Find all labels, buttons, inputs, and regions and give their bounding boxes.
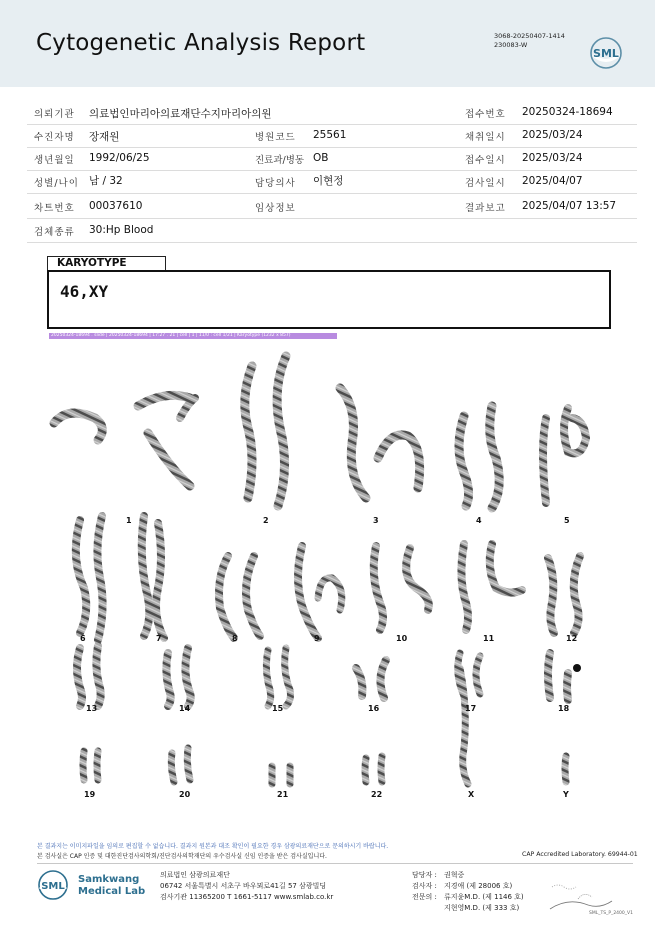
chromosome-17b <box>476 656 480 694</box>
chromosome-12a <box>548 558 554 633</box>
specimen-label: 검체종류 <box>34 227 75 238</box>
department-label: 진료과/병동 <box>255 155 305 166</box>
info-row-specimen <box>27 219 637 243</box>
chromosome-8a <box>219 556 234 638</box>
chromosome-3b <box>378 435 420 488</box>
info-row-chart <box>27 195 637 219</box>
chromosome-1a <box>54 413 102 440</box>
brand-line1: Samkwang <box>78 874 140 885</box>
chromosome-x <box>460 668 468 784</box>
institution-value: 의료법인마리아의료재단수지마리아의원 <box>89 108 272 120</box>
staff-manager-value: 권혁중 <box>444 871 465 879</box>
org-line1: 의료법인 삼광의료재단 <box>160 871 230 879</box>
clinical-label: 임상정보 <box>255 203 296 214</box>
accession-value: 20250324-18694 <box>522 106 613 118</box>
chromosome-7a <box>142 516 150 636</box>
chromosome-6a <box>76 520 86 633</box>
accession-label: 접수번호 <box>465 109 506 120</box>
chr-label-19: 19 <box>84 790 96 799</box>
chromosome-1a-arm <box>138 395 190 406</box>
specimen-value: 30:Hp Blood <box>89 224 154 236</box>
chromosome-13b <box>96 646 100 706</box>
chart-label: 차트번호 <box>34 203 75 214</box>
physician-label: 담당의사 <box>255 178 296 189</box>
report-id-line2: 230083-W <box>494 41 528 49</box>
chr-label-7: 7 <box>156 634 162 643</box>
chromosome-2a <box>245 366 252 498</box>
chr-label-9: 9 <box>314 634 320 643</box>
signature-image <box>548 879 618 915</box>
chr-label-12: 12 <box>566 634 578 643</box>
chromosome-2b <box>277 356 286 506</box>
sex-age-label: 성별/나이 <box>34 178 79 189</box>
chromosome-22b <box>381 756 382 782</box>
chr-label-y: Y <box>563 790 569 799</box>
chr-label-1: 1 <box>126 516 132 525</box>
staff-tester-value: 지경애 (제 28006 호) <box>444 882 513 890</box>
chromosome-9a <box>298 546 318 638</box>
form-code: SML_TS_P_2400_V1 <box>589 911 633 916</box>
notice-accreditation: 본 검사실은 CAP 인증 및 대한진단검사의학회/진단검사의학재단의 우수검사실 신임 인증을 받은 검사실입니다. <box>37 853 327 860</box>
chromosome-14a <box>166 653 170 706</box>
org-line2: 06742 서울특별시 서초구 바우뫼로41길 57 삼광빌딩 <box>160 882 327 890</box>
reported-value: 2025/04/07 13:57 <box>522 200 617 212</box>
chr-label-10: 10 <box>396 634 408 643</box>
karyotype-tab: KARYOTYPE <box>47 256 166 270</box>
brand-name <box>78 874 145 898</box>
report-title: Cytogenetic Analysis Report <box>36 30 366 56</box>
sex-age-value: 남 / 32 <box>89 175 123 187</box>
chr-label-21: 21 <box>277 790 289 799</box>
chromosome-3a <box>340 388 366 498</box>
chr-label-x: X <box>468 790 475 799</box>
chr-label-22: 22 <box>371 790 383 799</box>
chr-label-17: 17 <box>465 704 477 713</box>
institution-label: 의뢰기관 <box>34 109 75 120</box>
report-id <box>494 32 565 50</box>
cap-accreditation: CAP Accredited Laboratory. 69944-01 <box>522 851 638 858</box>
sml-footer-logo-icon <box>36 868 70 902</box>
chromosome-14b <box>185 648 190 706</box>
chr-label-2: 2 <box>263 516 269 525</box>
chromosome-1b <box>148 433 190 486</box>
chr-label-14: 14 <box>179 704 191 713</box>
chromosome-10b <box>406 548 429 610</box>
physician-value: 이현정 <box>313 175 344 187</box>
org-info <box>160 870 333 903</box>
chr-label-5: 5 <box>564 516 570 525</box>
chromosome-10a <box>374 546 383 630</box>
karyotype-result: 46,XY <box>60 282 109 301</box>
report-id-line1: 3068-20250407-1414 <box>494 32 565 40</box>
chromosome-5a <box>543 418 546 503</box>
chr-label-11: 11 <box>483 634 495 643</box>
info-row-sex-age <box>27 170 637 194</box>
org-line3: 검사기관 11365200 T 1661-5117 www.smlab.co.kr <box>160 893 334 901</box>
brand-line2: Medical Lab <box>78 886 146 897</box>
chromosome-9b <box>318 578 342 610</box>
chr-label-6: 6 <box>80 634 86 643</box>
footer-divider <box>37 863 633 864</box>
staff-tester-label: 검사자 : <box>412 882 437 890</box>
karyogram-caption-strip: 20250324-18694 . slide | 20250324-18694 | 17:27 . 21 | cell | 1 | 11/0 : cell 1/21 | Karyotype (1232 x 857) <box>49 333 337 339</box>
staff-specialist-2 <box>412 903 524 914</box>
chromosome-6b <box>97 516 102 640</box>
sml-logo-text: SML <box>593 47 619 60</box>
notice-edit-warning: 본 결과지는 이미지파일을 임의로 편집할 수 없습니다. 결과지 원본과 대조 확인이 필요한 경우 삼광의료재단으로 문의하시기 바랍니다. <box>37 843 389 850</box>
collected-value: 2025/03/24 <box>522 129 583 141</box>
chromosome-22a <box>365 758 366 782</box>
report-header <box>0 0 655 87</box>
chromosome-16b <box>380 660 386 698</box>
chromosome-16a <box>356 668 362 696</box>
dob-label: 생년월일 <box>34 155 75 166</box>
tested-label: 검사일시 <box>465 178 506 189</box>
staff-specialist <box>412 892 524 903</box>
chromosome-15b <box>285 648 291 706</box>
sml-footer-logo-text: SML <box>41 881 65 892</box>
chromosome-11b <box>490 544 522 593</box>
chromosome-19b <box>97 751 98 780</box>
hospital-code-label: 병원코드 <box>255 132 296 143</box>
chromosome-18b <box>567 673 568 700</box>
received-value: 2025/03/24 <box>522 152 583 164</box>
chr-label-13: 13 <box>86 704 98 713</box>
info-row-institution <box>27 101 637 125</box>
dob-value: 1992/06/25 <box>89 152 150 164</box>
staff-manager-label: 담당자 : <box>412 871 437 879</box>
chromosome-1b-arm <box>180 398 195 418</box>
staff-specialist-value1: 류지윤M.D. (제 1146 호) <box>444 893 524 901</box>
chr-label-18: 18 <box>558 704 570 713</box>
karyotype-result-box <box>47 270 611 329</box>
department-value: OB <box>313 152 329 164</box>
chromosome-11a <box>461 544 468 630</box>
staff-specialist-label: 전문의 : <box>412 893 437 901</box>
tested-value: 2025/04/07 <box>522 175 583 187</box>
info-row-dob <box>27 147 637 171</box>
chr-label-20: 20 <box>179 790 191 799</box>
chromosome-20b <box>187 748 190 780</box>
karyogram-svg <box>40 348 630 808</box>
chromosome-20a <box>171 753 174 782</box>
sml-logo-icon <box>588 35 624 71</box>
staff-manager <box>412 870 524 881</box>
chromosome-18a <box>548 653 550 698</box>
chromosome-8b <box>246 556 260 636</box>
chromosome-5b <box>564 408 586 453</box>
chr-label-4: 4 <box>476 516 482 525</box>
collected-label: 채취일시 <box>465 132 506 143</box>
chart-value: 00037610 <box>89 200 143 212</box>
chromosome-12b <box>574 556 580 633</box>
staff-info <box>412 870 524 914</box>
chromosome-7b <box>156 523 164 638</box>
chromosome-19a <box>83 751 84 780</box>
karyogram-image <box>40 348 630 808</box>
chromosome-18-satellite <box>573 664 581 672</box>
reported-label: 결과보고 <box>465 203 506 214</box>
hospital-code-value: 25561 <box>313 129 347 141</box>
name-value: 장재원 <box>89 131 120 143</box>
chr-label-3: 3 <box>373 516 379 525</box>
chr-label-15: 15 <box>272 704 284 713</box>
chromosome-15a <box>266 650 270 706</box>
chromosome-4a <box>459 416 469 506</box>
info-row-name <box>27 124 637 148</box>
received-label: 접수일시 <box>465 155 506 166</box>
staff-specialist-value2: 지현영M.D. (제 333 호) <box>444 904 520 912</box>
staff-tester <box>412 881 524 892</box>
chr-label-16: 16 <box>368 704 380 713</box>
chromosome-4b <box>490 406 499 508</box>
chromosome-y <box>565 756 566 782</box>
chromosome-13a <box>77 648 82 706</box>
chromosome-group <box>54 356 586 784</box>
name-label: 수진자명 <box>34 132 75 143</box>
chr-label-8: 8 <box>232 634 238 643</box>
